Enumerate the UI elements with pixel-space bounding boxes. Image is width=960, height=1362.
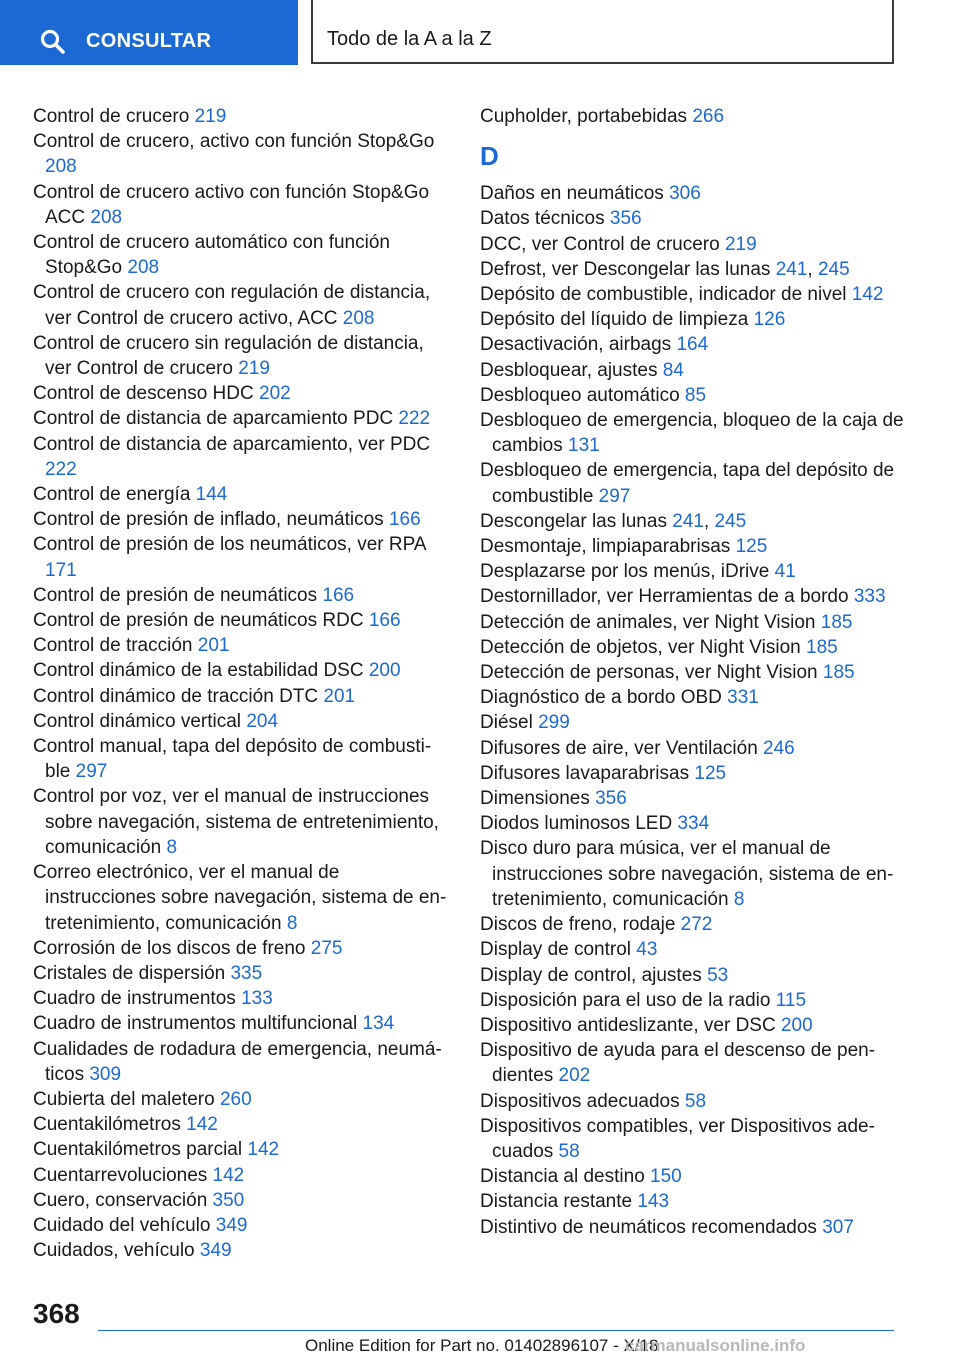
consult-label: CONSULTAR xyxy=(86,30,212,52)
page-reference-link[interactable]: 333 xyxy=(853,586,886,608)
index-entry-text: Difusores de aire, ver Ventilación xyxy=(480,737,764,759)
page-reference-link[interactable]: 335 xyxy=(230,962,263,984)
index-entry xyxy=(33,986,453,1011)
index-entry xyxy=(33,961,453,986)
index-entry-text: Dispositivos adecuados xyxy=(480,1090,685,1112)
index-entry-text: DCC, ver Control de crucero xyxy=(480,233,725,255)
page-reference-link[interactable]: 245 xyxy=(714,510,747,532)
index-entry-text: Control de presión de neumáticos RDC xyxy=(33,610,369,632)
index-entry xyxy=(480,206,910,231)
page-reference-link[interactable]: 53 xyxy=(707,964,729,986)
index-entry xyxy=(480,1189,910,1214)
index-entry-text: Detección de objetos, ver Night Vision xyxy=(480,636,806,658)
page-reference-link[interactable]: 297 xyxy=(75,761,108,783)
index-entry xyxy=(480,710,910,735)
index-entry xyxy=(33,860,453,936)
page-reference-link[interactable]: 131 xyxy=(568,435,600,457)
index-entry: Defrost, ver Descongelar las lunas 241, 245 xyxy=(480,258,850,280)
index-entry xyxy=(480,937,910,962)
page-reference-link[interactable]: 222 xyxy=(45,458,77,480)
index-entry-text: Distancia al destino xyxy=(480,1166,651,1188)
page-reference-link[interactable]: 299 xyxy=(538,712,570,734)
index-entry: Descongelar las lunas 241, 245 xyxy=(480,510,747,532)
index-column-left xyxy=(33,104,453,1263)
index-entry xyxy=(480,1164,910,1189)
index-entry-text: Detección de animales, ver Night Vision xyxy=(480,611,821,633)
index-entry-text: Cuidados, vehículo xyxy=(33,1240,200,1262)
index-entry-text: Control de crucero sin regulación de distancia, ver Control de crucero xyxy=(33,332,424,380)
index-entry xyxy=(480,307,910,332)
page-reference-link[interactable]: 245 xyxy=(817,258,850,280)
page-reference-link[interactable]: 356 xyxy=(609,208,642,230)
page-reference-link[interactable]: 84 xyxy=(662,359,684,381)
index-entry xyxy=(480,988,910,1013)
page-number: 368 xyxy=(33,1298,80,1329)
index-entry-text: Distintivo de neumáticos recomendados xyxy=(480,1216,823,1238)
index-entry-text: Disco duro para música, ver el manual de instrucciones sobre navegación, sistema de en-tretenimiento, comunicación xyxy=(480,838,894,910)
page-reference-link[interactable]: 208 xyxy=(127,257,160,279)
page-reference-link[interactable]: 125 xyxy=(735,536,768,558)
page-reference-link[interactable]: 133 xyxy=(241,988,273,1010)
page-reference-link[interactable]: 201 xyxy=(323,685,356,707)
index-entry xyxy=(480,836,910,912)
edition-text: Online Edition for Part no. 01402896107 - X/18 xyxy=(305,1336,659,1355)
page-reference-link[interactable]: 8 xyxy=(286,912,298,934)
index-entry xyxy=(33,507,453,532)
index-entry xyxy=(480,358,910,383)
index-entry-text: Control por voz, ver el manual de instrucciones sobre navegación, sistema de entretenimiento, comunicación xyxy=(33,786,439,858)
index-entry-text: Desactivación, airbags xyxy=(480,334,677,356)
index-entry-text: Cuadro de instrumentos xyxy=(33,988,242,1010)
index-entry xyxy=(33,104,453,129)
tab-label: Todo de la A a la Z xyxy=(327,28,492,50)
index-entry-text: Desbloqueo automático xyxy=(480,384,685,406)
page-reference-link[interactable]: 142 xyxy=(212,1164,245,1186)
page-reference-link[interactable]: 246 xyxy=(763,737,795,759)
index-entry xyxy=(33,532,453,582)
index-entry xyxy=(480,685,910,710)
consult-button[interactable] xyxy=(0,0,298,65)
index-entry-text: Daños en neumáticos xyxy=(480,183,670,205)
page-reference-link[interactable]: 85 xyxy=(684,384,707,406)
index-entry-text: Dispositivo de ayuda para el descenso de pen-dientes xyxy=(480,1040,876,1087)
page-reference-link[interactable]: 334 xyxy=(677,813,710,835)
index-entry-text: Diagnóstico de a bordo OBD xyxy=(480,687,728,709)
page-reference-link[interactable]: 275 xyxy=(310,937,343,959)
index-entry xyxy=(480,584,910,609)
index-entry xyxy=(480,458,910,508)
page-reference-link[interactable]: 166 xyxy=(388,509,421,531)
index-entry xyxy=(33,432,453,482)
index-entry-text: Detección de personas, ver Night Vision xyxy=(480,662,823,684)
page-reference-link[interactable]: 185 xyxy=(822,662,855,684)
index-entry xyxy=(480,761,910,786)
index-entry xyxy=(480,104,910,129)
page-reference-link[interactable]: 142 xyxy=(851,284,884,306)
index-entry-text: Control de presión de neumáticos xyxy=(33,584,323,606)
index-entry-text: Destornillador, ver Herramientas de a bordo xyxy=(480,586,854,608)
index-entry xyxy=(480,232,910,257)
footer-divider xyxy=(98,1330,894,1331)
index-entry xyxy=(33,1087,453,1112)
page-reference-link[interactable]: 266 xyxy=(692,106,725,127)
index-entry-text: Dimensiones xyxy=(480,788,596,810)
index-entry-text: Depósito de combustible, indicador de nivel xyxy=(480,284,852,306)
index-entry xyxy=(480,912,910,937)
index-entry xyxy=(33,1137,453,1162)
index-entry-text: Desbloquear, ajustes xyxy=(480,359,663,381)
index-entry xyxy=(33,230,453,280)
page-reference-link[interactable]: 331 xyxy=(727,687,759,709)
page-reference-link[interactable]: 171 xyxy=(45,559,77,581)
index-entry-text: Control de crucero, activo con función Stop&Go xyxy=(33,131,435,153)
page-reference-link[interactable]: 297 xyxy=(598,485,631,507)
page-reference-link[interactable]: 142 xyxy=(247,1139,280,1161)
index-entry-text: Control manual, tapa del depósito de combusti-ble xyxy=(33,736,432,783)
index-entry xyxy=(33,1011,453,1036)
page-reference-link[interactable]: 185 xyxy=(820,611,853,633)
index-entry-text: Cubierta del maletero xyxy=(33,1088,220,1110)
index-entry-text: Difusores lavaparabrisas xyxy=(480,762,695,784)
index-entry-text: Cuadro de instrumentos multifuncional xyxy=(33,1013,363,1035)
page-reference-link[interactable]: 166 xyxy=(368,610,401,632)
page-reference-link[interactable]: 201 xyxy=(197,635,230,657)
index-entry-text: Cupholder, portabebidas xyxy=(480,106,693,127)
index-entry xyxy=(33,381,453,406)
index-entry-text: Control de presión de los neumáticos, ver RPA xyxy=(33,534,426,556)
page-reference-link[interactable]: 8 xyxy=(166,836,178,858)
index-entry xyxy=(480,1013,910,1038)
index-entry xyxy=(480,383,910,408)
index-entry-text: Control de crucero con regulación de distancia, ver Control de crucero activo, ACC xyxy=(33,282,431,329)
page-reference-link[interactable]: 306 xyxy=(669,183,701,205)
index-entry xyxy=(480,534,910,559)
index-entry-text: Cualidades de rodadura de emergencia, neumá-ticos xyxy=(33,1038,442,1085)
page-reference-link[interactable]: 41 xyxy=(774,561,796,583)
index-entry-text: Datos técnicos xyxy=(480,208,610,230)
page-reference-link[interactable]: 125 xyxy=(694,762,727,784)
page-reference-link[interactable]: 349 xyxy=(215,1214,248,1236)
index-entry-text: Control dinámico de la estabilidad DSC xyxy=(33,660,369,682)
page-reference-link[interactable]: 350 xyxy=(212,1189,245,1211)
page-reference-link[interactable]: 126 xyxy=(753,309,786,331)
page-reference-link[interactable]: 166 xyxy=(322,584,355,606)
index-entry-text: Control de crucero automático con función Stop&Go xyxy=(33,232,390,279)
page-reference-link[interactable]: 150 xyxy=(650,1166,682,1188)
index-column-right xyxy=(480,104,910,1240)
index-entry xyxy=(480,181,910,206)
page-reference-link[interactable]: 219 xyxy=(194,106,227,127)
page-reference-link[interactable]: 349 xyxy=(199,1240,232,1262)
watermark-text: carmanualsonline.info xyxy=(625,1336,806,1355)
index-entry-text: Control de crucero activo con función Stop&Go ACC xyxy=(33,181,430,228)
index-entry-text: Dispositivo antideslizante, ver DSC xyxy=(480,1014,781,1036)
index-entry xyxy=(33,684,453,709)
page-reference-link[interactable]: 208 xyxy=(45,156,77,178)
index-entry-text: Cuidado del vehículo xyxy=(33,1214,216,1236)
index-entry-text: Depósito del líquido de limpieza xyxy=(480,309,754,331)
index-entry xyxy=(33,1238,453,1263)
page-reference-link[interactable]: 241 xyxy=(672,510,704,532)
index-entry xyxy=(480,786,910,811)
page-reference-link[interactable]: 202 xyxy=(259,383,291,405)
index-entry xyxy=(33,583,453,608)
page-reference-link[interactable]: 134 xyxy=(362,1013,395,1035)
index-entry-text: Defrost, ver Descongelar las lunas xyxy=(480,258,776,280)
page-reference-link[interactable]: 307 xyxy=(822,1216,854,1238)
index-entry xyxy=(33,280,453,330)
index-entry-text: Corrosión de los discos de freno xyxy=(33,937,311,959)
index-entry-text: Cuentakilómetros parcial xyxy=(33,1139,248,1161)
index-entry xyxy=(33,1112,453,1137)
index-entry xyxy=(480,610,910,635)
index-entry-text: Desmontaje, limpiaparabrisas xyxy=(480,536,736,558)
page-reference-link[interactable]: 260 xyxy=(219,1088,252,1110)
index-entry xyxy=(33,482,453,507)
index-entry xyxy=(480,332,910,357)
index-entry-text: Cuentarrevoluciones xyxy=(33,1164,213,1186)
index-entry xyxy=(480,736,910,761)
page-reference-link[interactable]: 8 xyxy=(733,888,745,910)
index-entry xyxy=(33,180,453,230)
page-reference-link[interactable]: 58 xyxy=(558,1140,580,1162)
index-entry xyxy=(33,936,453,961)
page-reference-link[interactable]: 219 xyxy=(724,233,757,255)
index-entry-text: Control dinámico vertical xyxy=(33,710,247,732)
index-entry-text: Distancia restante xyxy=(480,1191,638,1213)
page-reference-link[interactable]: 200 xyxy=(780,1014,813,1036)
page-reference-link[interactable]: 204 xyxy=(246,710,279,732)
page-reference-link[interactable]: 208 xyxy=(342,307,375,329)
index-entry-text: Control dinámico de tracción DTC xyxy=(33,685,324,707)
top-navigation-bar xyxy=(0,0,960,66)
index-entry xyxy=(480,1114,910,1164)
index-entry xyxy=(33,1163,453,1188)
index-entry xyxy=(33,1188,453,1213)
page-reference-link[interactable]: 202 xyxy=(558,1065,591,1087)
index-entry xyxy=(33,658,453,683)
page-reference-link[interactable]: 200 xyxy=(368,660,401,682)
index-entry xyxy=(480,1089,910,1114)
index-entry xyxy=(33,633,453,658)
index-entry-text: Control de descenso HDC xyxy=(33,383,259,405)
index-entry-text: Cuentakilómetros xyxy=(33,1114,187,1136)
index-entry-text: Desbloqueo de emergencia, bloqueo de la caja de cambios xyxy=(480,410,904,457)
section-letter-heading: D xyxy=(480,141,499,172)
index-entry-text: Display de control xyxy=(480,939,637,961)
index-entry xyxy=(33,784,453,860)
page-reference-link[interactable]: 219 xyxy=(238,358,270,380)
index-entry-text: Disposición para el uso de la radio xyxy=(480,989,776,1011)
search-icon xyxy=(40,29,66,55)
page-reference-link[interactable]: 185 xyxy=(806,636,838,658)
index-entry-text: Control de tracción xyxy=(33,635,198,657)
page-reference-link[interactable]: 309 xyxy=(89,1063,122,1085)
index-entry-text: Control de crucero xyxy=(33,106,195,127)
index-entry-text: Diodos luminosos LED xyxy=(480,813,678,835)
index-entry xyxy=(33,129,453,179)
index-entry xyxy=(480,1215,910,1240)
index-entry xyxy=(33,734,453,784)
page-reference-link[interactable]: 43 xyxy=(636,939,658,961)
index-entry-text: Control de presión de inflado, neumáticos xyxy=(33,509,389,531)
index-entry xyxy=(33,709,453,734)
index-entry-text: Desbloqueo de emergencia, tapa del depósito de combustible xyxy=(480,460,895,507)
index-entry xyxy=(480,963,910,988)
index-entry xyxy=(33,608,453,633)
index-entry-text: Dispositivos compatibles, ver Dispositivos ade-cuados xyxy=(480,1115,875,1162)
index-entry xyxy=(480,1038,910,1088)
index-entry xyxy=(480,282,910,307)
index-entry-text: Control de distancia de aparcamiento PDC xyxy=(33,408,399,430)
page-reference-link[interactable]: 143 xyxy=(637,1191,670,1213)
index-entry-text: Discos de freno, rodaje xyxy=(480,914,681,936)
index-entry xyxy=(480,811,910,836)
index-entry xyxy=(33,331,453,381)
index-entry-text: Cristales de dispersión xyxy=(33,962,231,984)
tab-a-to-z[interactable] xyxy=(311,0,894,64)
index-entry-text: Control de energía xyxy=(33,484,196,506)
index-entry xyxy=(33,406,453,431)
index-entry-text: Desplazarse por los menús, iDrive xyxy=(480,561,775,583)
index-entry-text: Control de distancia de aparcamiento, ver PDC xyxy=(33,433,431,455)
index-entry xyxy=(480,635,910,660)
page-reference-link[interactable]: 144 xyxy=(195,484,228,506)
index-entry-text: Correo electrónico, ver el manual de instrucciones sobre navegación, sistema de en-tretenimiento, comunicación xyxy=(33,862,447,934)
page-reference-link[interactable]: 164 xyxy=(676,334,709,356)
index-entry-text: Display de control, ajustes xyxy=(480,964,708,986)
index-entry xyxy=(480,408,910,458)
page-reference-link[interactable]: 241 xyxy=(775,258,808,280)
page-reference-link[interactable]: 58 xyxy=(684,1090,707,1112)
index-entry xyxy=(33,1213,453,1238)
index-entry-text: Cuero, conservación xyxy=(33,1189,213,1211)
page-reference-link[interactable]: 356 xyxy=(595,788,627,810)
index-entry xyxy=(33,1037,453,1087)
page-reference-link[interactable]: 222 xyxy=(398,408,431,430)
page-reference-link[interactable]: 115 xyxy=(775,989,807,1011)
index-entry xyxy=(480,660,910,685)
index-entry xyxy=(480,559,910,584)
index-entry-text: Descongelar las lunas xyxy=(480,510,673,532)
index-entry-text: Diésel xyxy=(480,712,539,734)
page-reference-link[interactable]: 208 xyxy=(90,206,123,228)
page-reference-link[interactable]: 142 xyxy=(186,1114,218,1136)
page-reference-link[interactable]: 272 xyxy=(680,914,713,936)
